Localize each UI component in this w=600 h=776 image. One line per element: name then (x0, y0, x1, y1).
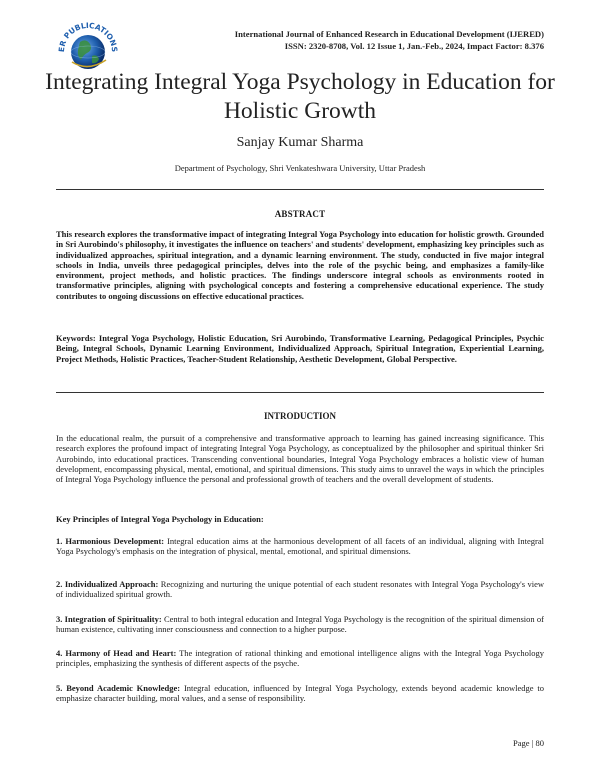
journal-header (235, 28, 544, 52)
principles-heading: Key Principles of Integral Yoga Psychology in Education: (56, 514, 264, 524)
author-affiliation: Department of Psychology, Shri Venkateshwara University, Uttar Pradesh (174, 163, 426, 173)
divider (56, 392, 544, 393)
list-item: 3. Integration of Spirituality: Central to both integral education and Integral Yoga Psychology is the recognition of the spiritual dimension of human existence, cultivating inner consciousness and connection to a higher purpose. (56, 614, 544, 635)
keywords-text: : Integral Yoga Psychology, Holistic Education, Sri Aurobindo, Transformative Learning, Pedagogical Principles, Psychic Being, Integral Schools, Dynamic Learning Environment, Individualized Approach, Spiritual Integration, Experiential Learning, Project Methods, Holistic Practices, Teacher-Student Relationship, Aesthetic Development, Global Perspective. (56, 333, 544, 364)
abstract-text: This research explores the transformative impact of integrating Integral Yoga Psychology into education for holistic growth. Grounded in Sri Aurobindo's philosophy, it investigates the influence on teachers' and students' development, emphasizing key principles such as individualized approaches, spiritual integration, and a dynamic learning environment. The study, conducted in five major integral schools in India, unveils three pedagogical principles, delves into the role of the psychic being, and emphasizes a family-like environment, project methods, and holistic practices. The findings underscore integral schools as environments rooted in transformative principles, aligning with psychological concepts and fostering a comprehensive educational experience. The study contributes to ongoing discussions on effective educational practices. (56, 229, 544, 301)
svg-text:ER PUBLICATIONS: ER PUBLICATIONS (56, 20, 120, 53)
introduction-heading: INTRODUCTION (263, 411, 336, 421)
introduction-text: In the educational realm, the pursuit of a comprehensive and transformative approach to learning has gained increasing significance. This research explores the profound impact of integrating Integral Yoga Psychology, as conceptualized by the philosopher and spiritual thinker Sri Aurobindo, into educational practices. Transcending conventional boundaries, Integral Yoga Psychology embraces a holistic view of human development, encompassing physical, mental, emotional, and spiritual dimensions. This study aims to unravel the ways in which the principles of Integral Yoga Psychology influence the personal and professional growth of teachers and the overall development of students. (56, 433, 544, 485)
list-item: 5. Beyond Academic Knowledge: Integral education, influenced by Integral Yoga Psychology, extends beyond academic knowledge to emphasize character building, moral values, and a sense of responsibility. (56, 683, 544, 704)
journal-issn: ISSN: 2320-8708, Vol. 12 Issue 1, Jan.-Feb., 2024, Impact Factor: 8.376 (284, 41, 544, 51)
keywords-label: Keywords (56, 333, 93, 343)
author-name: Sanjay Kumar Sharma (236, 135, 364, 150)
paper-title: Integrating Integral Yoga Psychology in Education for Holistic Growth (45, 69, 555, 124)
keywords (56, 333, 544, 364)
list-item: 4. Harmony of Head and Heart: The integration of rational thinking and emotional intelligence aligns with the Integral Yoga Psychology principles, emphasizing the synthesis of different aspects of the psyche. (56, 648, 544, 669)
page-number: Page | 80 (513, 738, 544, 748)
list-item: 1. Harmonious Development: Integral education aims at the harmonious development of all facets of an individual, aligning with Integral Yoga Psychology's emphasis on the integration of physical, mental, emotional, and spiritual dimensions. (56, 536, 544, 557)
divider (56, 189, 544, 190)
list-item: 2. Individualized Approach: Recognizing and nurturing the unique potential of each student resonates with Integral Yoga Psychology's view of individualized spiritual growth. (56, 579, 544, 600)
journal-name: International Journal of Enhanced Research in Educational Development (IJERED) (234, 29, 544, 39)
abstract-heading: ABSTRACT (274, 209, 326, 219)
